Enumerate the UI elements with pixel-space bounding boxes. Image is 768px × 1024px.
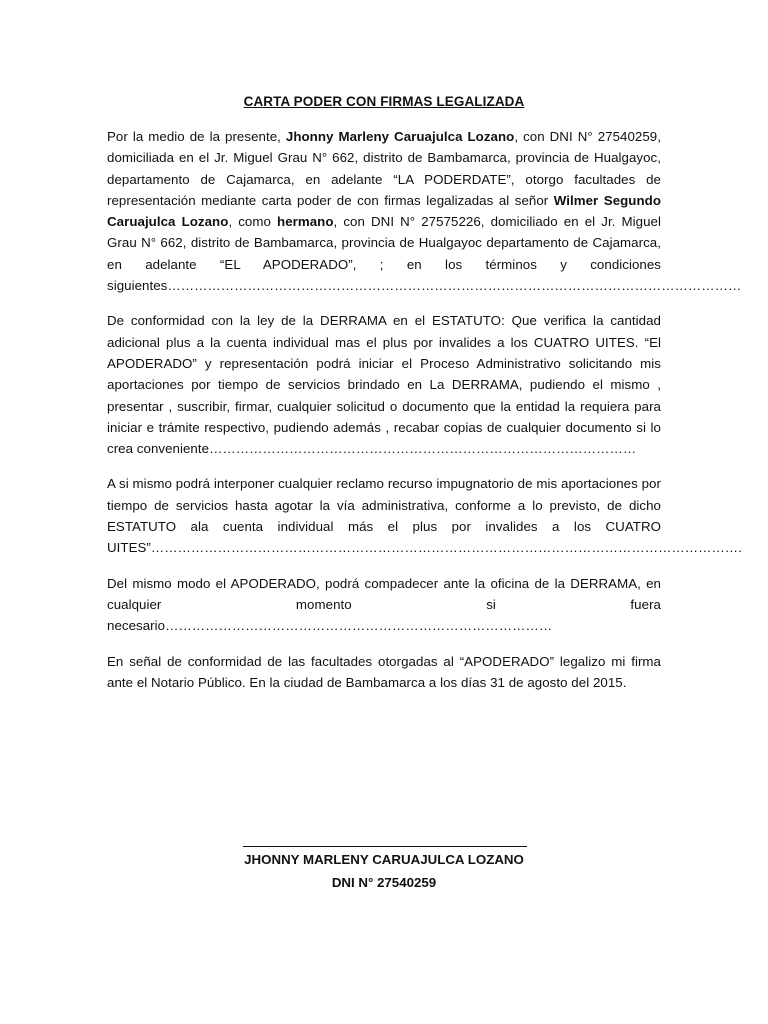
signature-line: [243, 846, 527, 847]
paragraph-grant-rest: , con DNI N° 27575226, domiciliado en el Jr. Miguel Grau N° 662, distrito de Bambamarca, provincia de Hualgayoc departamento de Cajamarca, en adelante “EL APODERADO”, ; en los términos y condiciones siguientes…………………………………………………………………………………………………………………: [107, 214, 742, 294]
paragraph-grant-details: , con DNI N° 27540259, domiciliada en el Jr. Miguel Grau N° 662, distrito de Bambamarca, provincia de Hualgayoc, departamento de Cajamarca, en adelante “LA PODERDATE”, otorgo facultades de representación mediante carta poder de con firmas legalizadas al señor: [107, 129, 662, 208]
paragraph-conformity: De conformidad con la ley de la DERRAMA en el ESTATUTO: Que verifica la cantidad adicional plus a la cuenta individual mas el plus por invalides a los CUATRO UITES. “El APODERADO” y representación podrá iniciar el Proceso Administrativo solicitando mis aportaciones por tiempo de servicios brindado en La DERRAMA, pudiendo el mismo , presentar , suscribir, firmar, cualquier solicitud o documento que la entidad la requiera para iniciar e trámite respectivo, pudiendo además , recabar copias de cualquier documento si lo crea conveniente……………………………………………………………………………………: [107, 313, 661, 457]
attorney-relation: hermano: [277, 214, 334, 230]
signatory-dni: DNI N° 27540259: [331, 875, 437, 890]
paragraph-grant-as: , como: [228, 214, 278, 230]
attorney-name: Wilmer Segundo Caruajulca Lozano: [107, 192, 661, 230]
document-title: CARTA PODER CON FIRMAS LEGALIZADA: [243, 94, 525, 109]
paragraph-legalization: En señal de conformidad de las facultades otorgadas al “APODERADO” legalizo mi firma ante el Notario Público. En la ciudad de Bambamarca a los días 31 de agosto del 2015.: [107, 653, 661, 690]
paragraph-grant-intro: Por la medio de la presente,: [107, 129, 286, 144]
paragraph-grant: [107, 126, 742, 296]
document-body: [107, 126, 742, 707]
paragraph-appearance: Del mismo modo el APODERADO, podrá compadecer ante la oficina de la DERRAMA, en cualquier momento si fuera necesario……………………………………………………………………………: [107, 575, 661, 634]
signatory-name: JHONNY MARLENY CARUAJULCA LOZANO: [244, 852, 524, 867]
paragraph-appeal: A si mismo podrá interponer cualquier reclamo recurso impugnatorio de mis aportaciones por tiempo de servicios hasta agotar la vía administrativa, conforme a lo previsto, de dicho ESTATUTO ala cuenta individual más el plus por invalides a los CUATRO UITES”…………………………………………………………………………………………………………………….: [107, 476, 742, 556]
grantor-name: Jhonny Marleny Caruajulca Lozano: [285, 129, 515, 144]
